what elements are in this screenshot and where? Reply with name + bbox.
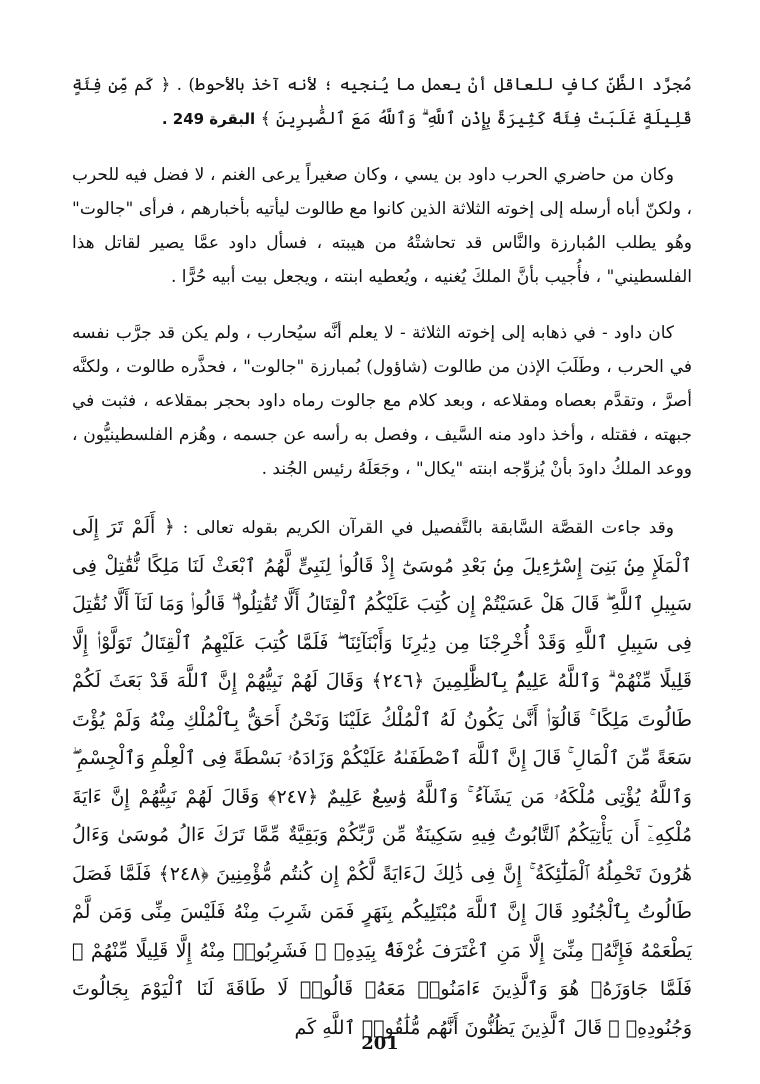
page-number: 201 [361, 1033, 399, 1054]
paragraph-1-text: مُجرَّد الظَّنّ كافٍ للعاقل أنْ يعمل ما يُنجيه ؛ لأنه آخذ بالأحوط) . ﴿ كَم مِّن فِئَةٍ قَلِيلَةٍ غَلَبَتْ فِئَةً كَثِيرَةً بِإِذْنِ ٱللَّهِ ۗ وَٱللَّهُ مَعَ ٱلصَّٰبِرِينَ ﴾ [72, 75, 692, 129]
page-body [72, 68, 692, 1047]
paragraph-quran-citation [72, 68, 692, 136]
quran-intro: وقد جاءت القصَّة السَّابقة بالتَّفصيل في القرآن الكريم بقوله تعالى : [182, 518, 675, 538]
quran-verses: ﴿ أَلَمْ تَرَ إِلَى ٱلْمَلَإِ مِنۢ بَنِىٓ إِسْرَٰٓءِيلَ مِنۢ بَعْدِ مُوسَىٰٓ إِذْ قَالُوا۟ لِنَبِىٍّ لَّهُمُ ٱبْعَثْ لَنَا مَلِكًا نُّقَٰتِلْ فِى سَبِيلِ ٱللَّهِ ۖ قَالَ هَلْ عَسَيْتُمْ إِن كُتِبَ عَلَيْكُمُ ٱلْقِتَالُ أَلَّا تُقَٰتِلُوا۟ ۖ قَالُوا۟ وَمَا لَنَآ أَلَّا نُقَٰتِلَ فِى سَبِيلِ ٱللَّهِ وَقَدْ أُخْرِجْنَا مِن دِيَٰرِنَا وَأَبْنَآئِنَا ۖ فَلَمَّا كُتِبَ عَلَيْهِمُ ٱلْقِتَالُ تَوَلَّوْا۟ إِلَّا قَلِيلًا مِّنْهُمْ ۗ وَٱللَّهُ عَلِيمٌۢ بِٱلظَّٰلِمِينَ ﴿٢٤٦﴾ وَقَالَ لَهُمْ نَبِيُّهُمْ إِنَّ ٱللَّهَ قَدْ بَعَثَ لَكُمْ طَالُوتَ مَلِكًا ۚ قَالُوٓا۟ أَنَّىٰ يَكُونُ لَهُ ٱلْمُلْكُ عَلَيْنَا وَنَحْنُ أَحَقُّ بِٱلْمُلْكِ مِنْهُ وَلَمْ يُؤْتَ سَعَةً مِّنَ ٱلْمَالِ ۚ قَالَ إِنَّ ٱللَّهَ ٱصْطَفَىٰهُ عَلَيْكُمْ وَزَادَهُۥ بَسْطَةً فِى ٱلْعِلْمِ وَٱلْجِسْمِ ۖ وَٱللَّهُ يُؤْتِى مُلْكَهُۥ مَن يَشَآءُ ۚ وَٱللَّهُ وَٰسِعٌ عَلِيمٌ ﴿٢٤٧﴾ وَقَالَ لَهُمْ نَبِيُّهُمْ إِنَّ ءَايَةَ مُلْكِهِۦٓ أَن يَأْتِيَكُمُ ٱلتَّابُوتُ فِيهِ سَكِينَةٌ مِّن رَّبِّكُمْ وَبَقِيَّةٌ مِّمَّا تَرَكَ ءَالُ مُوسَىٰ وَءَالُ هَٰرُونَ تَحْمِلُهُ ٱلْمَلَٰٓئِكَةُ ۚ إِنَّ فِى ذَٰلِكَ لَءَايَةً لَّكُمْ إِن كُنتُم مُّؤْمِنِينَ ﴿٢٤٨﴾ فَلَمَّا فَصَلَ طَالُوتُ بِٱلْجُنُودِ قَالَ إِنَّ ٱللَّهَ مُبْتَلِيكُم بِنَهَرٍ فَمَن شَرِبَ مِنْهُ فَلَيْسَ مِنِّى وَمَن لَّمْ يَطْعَمْهُ فَإِنَّهُۥ مِنِّىٓ إِلَّا مَنِ ٱغْتَرَفَ غُرْفَةًۢ بِيَدِهِۦ ۚ فَشَرِبُوا۟ مِنْهُ إِلَّا قَلِيلًا مِّنْهُمْ ۚ فَلَمَّا جَاوَزَهُۥ هُوَ وَٱلَّذِينَ ءَامَنُوا۟ مَعَهُۥ قَالُوا۟ لَا طَاقَةَ لَنَا ٱلْيَوْمَ بِجَالُوتَ وَجُنُودِهِۦ ۚ قَالَ ٱلَّذِينَ يَظُنُّونَ أَنَّهُم مُّلَٰقُوا۟ ٱللَّهِ كَم [72, 516, 692, 1039]
verse-reference: البقرة 249 . [161, 110, 256, 128]
paragraph-dawud-background: وكان من حاضري الحرب داود بن يسي ، وكان صغيراً يرعى الغنم ، لا فضل فيه للحرب ، ولكنّ أباه أرسله إلى إخوته الثلاثة الذين كانوا مع طالوت ليأتيه بأخبارهم ، فرأى "جالوت" وهُو يطلب المُبارزة والنَّاس قد تحاشتْهُ من هيبته ، فسأل داود عمَّا يصير لقاتل هذا الفلسطيني" ، فأُجيب بأنَّ الملكَ يُغنيه ، ويُعطيه ابنته ، ويجعل بيت أبيه حُرًّا . [72, 165, 692, 287]
paragraph-dawud-battle: كان داود - في ذهابه إلى إخوته الثلاثة - لا يعلم أنَّه سيُحارب ، ولم يكن قد جرَّب نفسه في الحرب ، وطَلَبَ الإذن من طالوت (شاؤول) بُمبارزة "جالوت" ، فحذَّره طالوت ، ولكنَّه أصرَّ ، وتقدَّم بعصاه ومقلاعه ، وبعد كلام مع جالوت رماه داود بحجر بمقلاعه ، فثبت في جبهته ، فقتله ، وأخذ داود منه السَّيف ، وفصل به رأسه عن جسمه ، وهُزم الفلسطينيُّون ، ووعد الملكُ داودَ بأنْ يُزوِّجه ابنته "يكال" ، وجَعَلَهُ رئيس الجُند . [72, 323, 692, 479]
paragraph-quran-story [72, 508, 692, 1047]
